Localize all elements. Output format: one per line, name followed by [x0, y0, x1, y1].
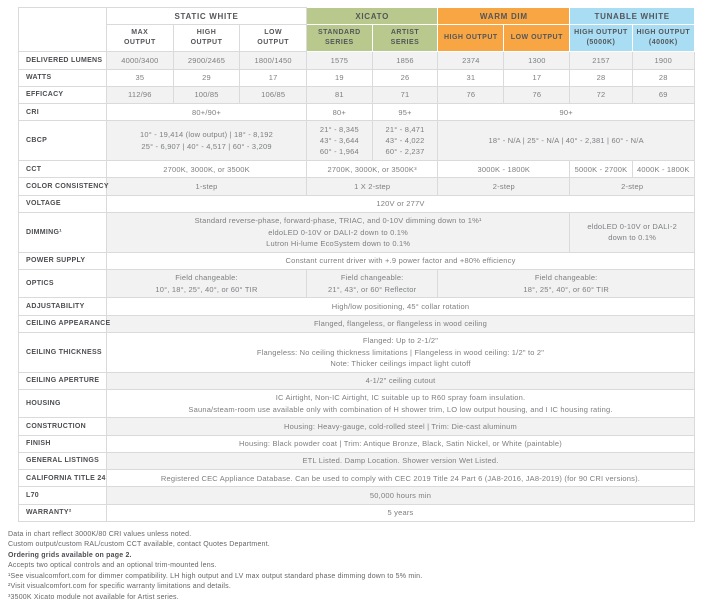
spec-cell: 71 [372, 86, 438, 103]
spec-cell: 2700K, 3000K, or 3500K [107, 161, 307, 178]
table-row [19, 121, 695, 161]
column-header-row [19, 25, 695, 52]
row-label: ADJUSTABILITY [19, 298, 107, 315]
spec-cell: 19 [307, 69, 373, 86]
table-row [19, 372, 695, 389]
row-label: OPTICS [19, 269, 107, 298]
spec-cell: 1 X 2-step [307, 178, 438, 195]
spec-cell: 21° - 8,471 43° - 4,022 60° - 2,237 [372, 121, 438, 161]
spec-cell: 81 [307, 86, 373, 103]
table-row [19, 487, 695, 504]
row-label: CONSTRUCTION [19, 418, 107, 435]
spec-cell: Housing: Black powder coat | Trim: Antique Bronze, Black, Satin Nickel, or White (paintable) [107, 435, 695, 452]
spec-cell: 28 [632, 69, 694, 86]
table-row [19, 504, 695, 521]
spec-cell: 2-step [438, 178, 570, 195]
row-label: WATTS [19, 69, 107, 86]
row-label: VOLTAGE [19, 195, 107, 212]
row-label: HOUSING [19, 389, 107, 418]
spec-cell: Housing: Heavy-gauge, cold-rolled steel | Trim: Die-cast aluminum [107, 418, 695, 435]
spec-cell: Registered CEC Appliance Database. Can be used to comply with CEC 2019 Title 24 Part 6 (JA8-2016, JA8-2019) (for 90 CRI versions). [107, 470, 695, 487]
column-header: STANDARD SERIES [307, 25, 373, 52]
footnote-line: Accepts two optical controls and an optional trim-mounted lens. [8, 562, 217, 570]
column-header: LOW OUTPUT [240, 25, 307, 52]
group-header-warm: WARM DIM [438, 8, 570, 25]
spec-cell: 5000K - 2700K [570, 161, 632, 178]
spec-cell: 5 years [107, 504, 695, 521]
spec-cell: 100/85 [173, 86, 240, 103]
table-row [19, 161, 695, 178]
spec-cell: Field changeable: 21°, 43°, or 60° Reflector [307, 269, 438, 298]
spec-cell: 35 [107, 69, 174, 86]
spec-cell: 28 [570, 69, 632, 86]
footnote-line: Custom output/custom RAL/custom CCT available, contact Quotes Department. [8, 541, 270, 549]
row-label: FINISH [19, 435, 107, 452]
table-row [19, 418, 695, 435]
row-label: CEILING THICKNESS [19, 332, 107, 372]
table-row [19, 435, 695, 452]
spec-table-head [19, 8, 695, 52]
row-label: CEILING APERTURE [19, 372, 107, 389]
column-header: HIGH OUTPUT (4000K) [632, 25, 694, 52]
footnote-line: ¹See visualcomfort.com for dimmer compatibility. LH high output and LV max output standard phase dimming down to 5% min. [8, 572, 423, 580]
table-row [19, 69, 695, 86]
row-label: CEILING APPEARANCE [19, 315, 107, 332]
row-label: DELIVERED LUMENS [19, 52, 107, 69]
spec-cell: 29 [173, 69, 240, 86]
table-row [19, 389, 695, 418]
table-row [19, 332, 695, 372]
spec-cell: 10° - 19,414 (low output) | 18° - 8,192 25° - 6,907 | 40° - 4,517 | 60° - 3,209 [107, 121, 307, 161]
spec-cell: Field changeable: 10°, 18°, 25°, 40°, or 60° TIR [107, 269, 307, 298]
spec-cell: 2900/2465 [173, 52, 240, 69]
footnote-line: Data in chart reflect 3000K/80 CRI values unless noted. [8, 530, 192, 538]
spec-cell: 80+ [307, 104, 373, 121]
spec-cell: 4000/3400 [107, 52, 174, 69]
table-row [19, 104, 695, 121]
spec-cell: 18° - N/A | 25° - N/A | 40° - 2,381 | 60° - N/A [438, 121, 695, 161]
row-label: CRI [19, 104, 107, 121]
table-row [19, 195, 695, 212]
table-row [19, 212, 695, 252]
spec-cell: 2-step [570, 178, 695, 195]
row-label: POWER SUPPLY [19, 252, 107, 269]
spec-cell: 72 [570, 86, 632, 103]
row-label: WARRANTY² [19, 504, 107, 521]
table-corner-cell [19, 8, 107, 52]
group-header-row [19, 8, 695, 25]
spec-cell: 95+ [372, 104, 438, 121]
spec-cell: 17 [504, 69, 570, 86]
spec-cell: 2700K, 3000K, or 3500K³ [307, 161, 438, 178]
column-header: ARTIST SERIES [372, 25, 438, 52]
column-header: HIGH OUTPUT (5000K) [570, 25, 632, 52]
table-row [19, 178, 695, 195]
spec-cell: 17 [240, 69, 307, 86]
table-row [19, 470, 695, 487]
table-row [19, 86, 695, 103]
spec-cell: Field changeable: 18°, 25°, 40°, or 60° TIR [438, 269, 695, 298]
spec-table [18, 7, 695, 522]
spec-cell: 1856 [372, 52, 438, 69]
spec-cell: 120V or 277V [107, 195, 695, 212]
spec-cell: 69 [632, 86, 694, 103]
spec-cell: 3000K - 1800K [438, 161, 570, 178]
row-label: CBCP [19, 121, 107, 161]
row-label: CALIFORNIA TITLE 24 [19, 470, 107, 487]
footnote-line: ²Visit visualcomfort.com for specific warranty limitations and details. [8, 583, 231, 591]
footnotes [8, 530, 695, 603]
spec-cell: Flanged, flangeless, or flangeless in wood ceiling [107, 315, 695, 332]
spec-cell: ETL Listed. Damp Location. Shower version Wet Listed. [107, 452, 695, 469]
spec-cell: eldoLED 0-10V or DALI-2 down to 0.1% [570, 212, 695, 252]
table-row [19, 452, 695, 469]
spec-cell: 76 [438, 86, 504, 103]
group-header-static: STATIC WHITE [107, 8, 307, 25]
spec-cell: 1-step [107, 178, 307, 195]
spec-cell: 4-1/2" ceiling cutout [107, 372, 695, 389]
table-row [19, 269, 695, 298]
spec-table-body [19, 52, 695, 522]
group-header-xicato: XICATO [307, 8, 438, 25]
column-header: HIGH OUTPUT [173, 25, 240, 52]
column-header: HIGH OUTPUT [438, 25, 504, 52]
spec-cell: 1900 [632, 52, 694, 69]
table-row [19, 252, 695, 269]
spec-cell: 26 [372, 69, 438, 86]
spec-cell: Standard reverse-phase, forward-phase, TRIAC, and 0-10V dimming down to 1%¹ eldoLED 0-10V or DALI-2 down to 0.1% Lutron Hi-lume EcoSystem down to 0.1% [107, 212, 570, 252]
spec-cell: 90+ [438, 104, 695, 121]
column-header: MAX OUTPUT [107, 25, 174, 52]
spec-cell: Flanged: Up to 2-1/2" Flangeless: No ceiling thickness limitations | Flangeless in wood ceiling: 1/2" to 2" Note: Thicker ceilings impact light cutoff [107, 332, 695, 372]
row-label: CCT [19, 161, 107, 178]
footnote-line: ³3500K Xicato module not available for Artist series. [8, 593, 179, 601]
spec-cell: 106/85 [240, 86, 307, 103]
footnote-line: Ordering grids available on page 2. [8, 551, 132, 559]
table-row [19, 52, 695, 69]
spec-cell: 76 [504, 86, 570, 103]
spec-cell: 1800/1450 [240, 52, 307, 69]
spec-cell: 4000K - 1800K [632, 161, 694, 178]
spec-cell: 31 [438, 69, 504, 86]
spec-cell: 50,000 hours min [107, 487, 695, 504]
column-header: LOW OUTPUT [504, 25, 570, 52]
row-label: GENERAL LISTINGS [19, 452, 107, 469]
spec-cell: IC Airtight, Non-IC Airtight, IC suitable up to R60 spray foam insulation. Sauna/steam-room use available only with combination of H shower trim, LO low output housing, and I IC housing rating. [107, 389, 695, 418]
spec-cell: 112/96 [107, 86, 174, 103]
row-label: EFFICACY [19, 86, 107, 103]
spec-cell: Constant current driver with +.9 power factor and +80% efficiency [107, 252, 695, 269]
spec-cell: 1575 [307, 52, 373, 69]
spec-cell: 21° - 8,345 43° - 3,644 60° - 1,964 [307, 121, 373, 161]
row-label: COLOR CONSISTENCY [19, 178, 107, 195]
spec-cell: 2157 [570, 52, 632, 69]
table-row [19, 298, 695, 315]
row-label: L70 [19, 487, 107, 504]
table-row [19, 315, 695, 332]
spec-cell: High/low positioning, 45° collar rotation [107, 298, 695, 315]
spec-cell: 2374 [438, 52, 504, 69]
spec-cell: 1300 [504, 52, 570, 69]
row-label: DIMMING¹ [19, 212, 107, 252]
group-header-tunable: TUNABLE WHITE [570, 8, 695, 25]
spec-cell: 80+/90+ [107, 104, 307, 121]
